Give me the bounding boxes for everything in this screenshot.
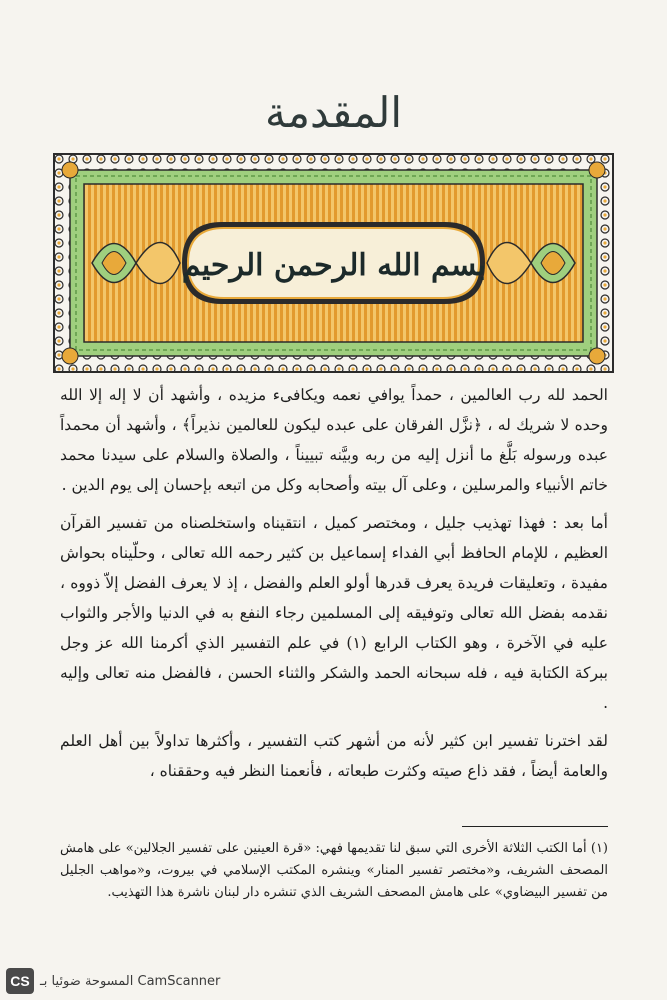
- footnote-1: (١) أما الكتب الثلاثة الأخرى التي سبق لنا تقديمها فهي: «قرة العينين على تفسير الجلالين» على هامش المصحف الشريف، و«مختصر تفسير المنار» وينشره المكتب الإسلامي في بيروت، و«مواهب الجليل من تفسير البيضاوي» على هامش المصحف الشريف الذي تنشره دار لبنان ناشرة هذا التهذيب.: [60, 841, 608, 900]
- footnotes: [60, 838, 608, 904]
- camscanner-text: المسوحة ضوئيا بـ CamScanner: [40, 973, 221, 989]
- camscanner-logo-icon: CS: [6, 968, 34, 994]
- paragraph-why-ibn-kathir: لقد اخترنا تفسير ابن كثير لأنه من أشهر كتب التفسير ، وأكثرها تداولاً بين أهل العلم والعامة أيضاً ، فقد ذاع صيته وكثرت طبعاته ، فأنعمنا النظر فيه وحققناه ،: [60, 732, 608, 780]
- main-text: [60, 380, 608, 794]
- page-title: المقدمة: [264, 88, 403, 137]
- paragraph-intro: الحمد لله رب العالمين ، حمداً يوافي نعمه ويكافىء مزيده ، وأشهد أن لا إله إلا الله وحده لا شريك له ، ﴿نزَّل الفرقان على عبده ليكون للعالمين نذيراً﴾ ، وأشهد أن محمداً عبده ورسوله بَلَّغ ما أنزل إليه من ربه وبيَّنه تبييناً ، والصلاة والسلام على سيدنا محمد خاتم الأنبياء والمرسلين ، وعلى آل بيته وأصحابه وكل من اتبعه بإحسان إلى يوم الدين .: [60, 386, 608, 494]
- paragraph-amma-baad: أما بعد : فهذا تهذيب جليل ، ومختصر كميل ، انتقيناه واستخلصناه من تفسير القرآن العظيم ، للإمام الحافظ أبي الفداء إسماعيل بن كثير رحمه الله تعالى ، وحلّيناه بحواش مفيدة ، وتعليقات فريدة يعرف قدرها أولو العلم والفضل ، إذ لا يعرف الفضل إلاّ ذووه ، نقدمه بفضل الله تعالى وتوفيقه إلى المسلمين رجاء النفع به في الدنيا والأجر والثواب عليه في الآخرة ، وهو الكتاب الرابع (١) في علم التفسير الذي أكرمنا الله عز وجل ببركة الكتابة فيه ، فله سبحانه الحمد والشكر والثناء الحسن ، فالفضل منه تعالى وإليه .: [60, 514, 608, 712]
- basmala-text: بسم الله الرحمن الرحيم: [181, 248, 487, 283]
- footnote-divider: [462, 826, 608, 827]
- camscanner-watermark: [0, 962, 667, 1000]
